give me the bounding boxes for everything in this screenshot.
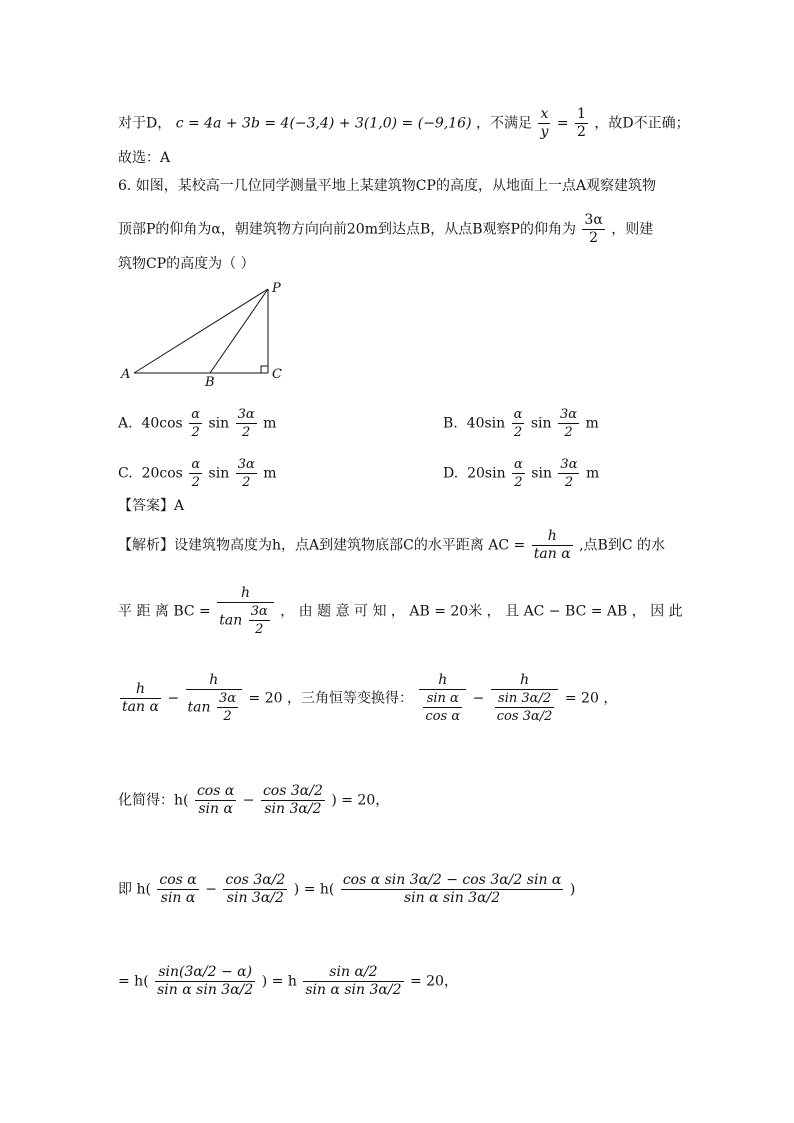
q6-line2: 顶部P的仰角为α，朝建筑物方向向前20m到达点B，从点B观察P的仰角为 $\frac{3\alpha}{2}$ ，则建 xyxy=(118,212,654,246)
analysis-line5: 即 h( $\frac{\text{cos α}}{\text{sin α}}$ − $\frac{\cos 3\alpha/2}{\sin 3\alpha/2}$ ) = h( $\frac{\text{cos α sin 3α/2 − cos 3α/2 sin α}}{\text{sin α sin 3α/2}}$ ) xyxy=(118,872,576,906)
option-c[interactable]: C. 20cos $\frac{\alpha}{2}$ sin $\frac{3\alpha}{2}$ m xyxy=(118,457,277,490)
right-angle-mark xyxy=(261,366,268,373)
label-B: B xyxy=(205,375,215,390)
q6-line1: 6. 如图，某校高一几位同学测量平地上某建筑物CP的高度，从地面上一点A观察建筑物 xyxy=(118,178,657,194)
label-C: C xyxy=(272,367,282,382)
prev-prefix: 对于D， xyxy=(118,115,172,132)
label-A: A xyxy=(121,367,131,382)
choose-line: 故选：A xyxy=(118,150,171,166)
analysis-line1: 【解析】设建筑物高度为h，点A到建筑物底部C的水平距离 AC = $\frac{h}{\text{tan α}}$ ,点B到C 的水 xyxy=(118,528,666,562)
triangle-figure xyxy=(118,282,298,392)
option-a[interactable]: A. 40cos $\frac{\alpha}{2}$ sin $\frac{3\alpha}{2}$ m xyxy=(118,407,277,440)
prev-suffix: ，故D不正确； xyxy=(594,115,690,132)
prev-mid: ，不满足 xyxy=(476,115,533,132)
answer-line: 【答案】A xyxy=(118,498,185,514)
label-P: P xyxy=(272,282,281,296)
analysis-line3: $\frac{h}{\text{tan α}}$ − h tan $\frac{3\alpha}{2}$ = 20 ，三角恒等变换得： $\frac{h}{\frac{\text{sin α}}{\text{cos α}}}$ − $\frac{h}{\frac{\sin 3\alpha/2}{\cos 3\alpha/2}}$ = 20 ， xyxy=(122,672,618,724)
analysis-line2: 平 距 离 BC = h tan $\frac{3\alpha}{2}$ ， 由 题 意 可 知 ， AB = 20米 ， 且 AC − BC = AB ， 因 此 xyxy=(118,585,683,637)
line-BP xyxy=(210,289,268,373)
option-b[interactable]: B. 40sin $\frac{\alpha}{2}$ sin $\frac{3\alpha}{2}$ m xyxy=(443,407,599,440)
line-AP xyxy=(134,289,268,373)
frac-one-half: $\frac{1}{2}$ xyxy=(577,106,586,140)
analysis-line4: 化简得：h( $\frac{\text{cos α}}{\text{sin α}}$ − $\frac{\cos 3\alpha/2}{\sin 3\alpha/2}$ ) = 20， xyxy=(118,783,390,817)
frac-x-over-y: $\frac{x}{y}$ xyxy=(540,106,549,140)
frac-3alpha-2: $\frac{3\alpha}{2}$ xyxy=(584,212,603,246)
analysis-line6: = h( $\frac{\sin(3\alpha/2 - \alpha)}{\text{sin α sin 3α/2}}$ ) = h $\frac{\text{sin α/2}}{\text{sin α sin 3α/2}}$ = 20， xyxy=(118,964,458,998)
vector-expression: c = 4a + 3b = 4(−3,4) + 3(1,0) = (−9,16) xyxy=(175,115,472,132)
q6-line3: 筑物CP的高度为（ ） xyxy=(118,256,255,272)
prev-line-d: 对于D， c = 4a + 3b = 4(−3,4) + 3(1,0) = (−9,16) ，不满足 $\frac{x}{y}$ = $\frac{1}{2}$ ，故D不正确； xyxy=(118,106,690,140)
option-d[interactable]: D. 20sin $\frac{\alpha}{2}$ sin $\frac{3\alpha}{2}$ m xyxy=(443,457,600,490)
